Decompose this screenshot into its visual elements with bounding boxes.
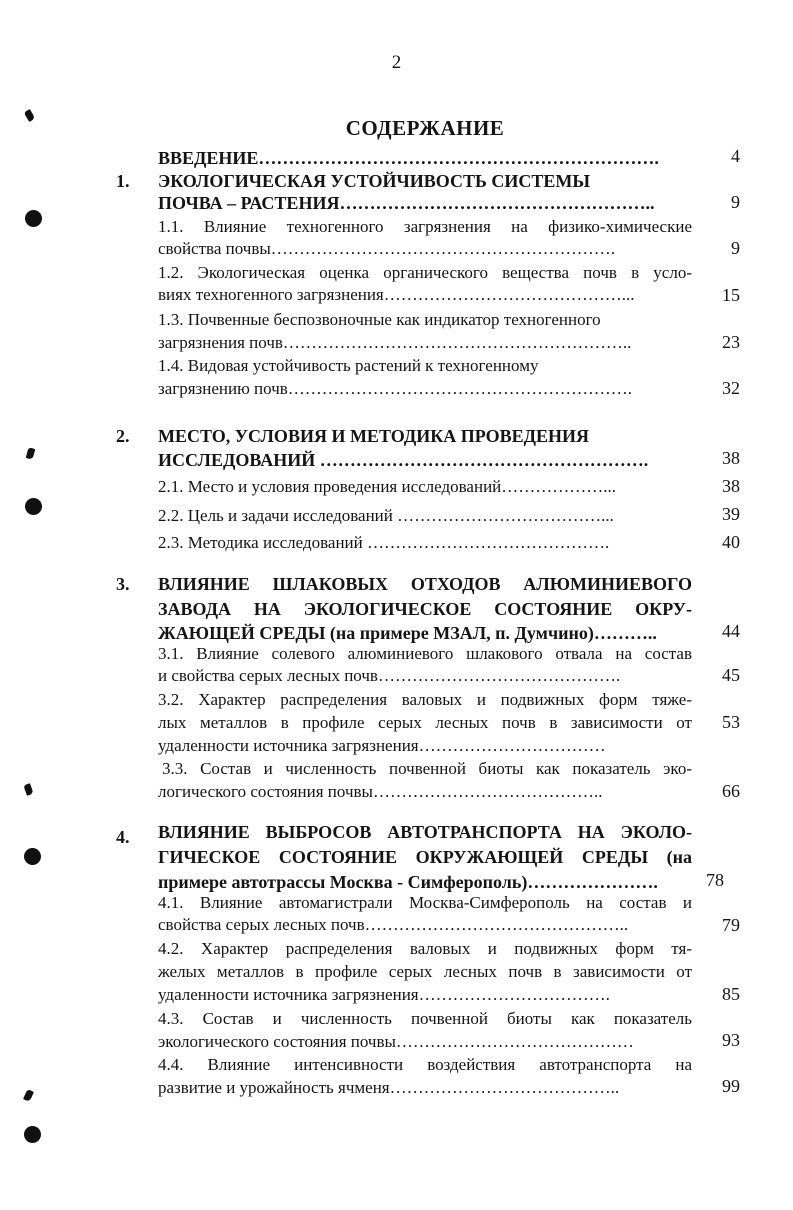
- toc-entry-title: ПОЧВА – РАСТЕНИЯ……………………………………………..: [158, 193, 655, 213]
- toc-entry-title: 1.4. Видовая устойчивость растений к техногенному: [158, 356, 539, 375]
- toc-entry-title: 4.4. Влияние интенсивности воздействия автотранспорта на: [158, 1055, 692, 1074]
- toc-entry-title: желых металлов в профиле серых лесных почв в зависимости от: [158, 962, 692, 981]
- toc-entry-page: 99: [722, 1076, 740, 1096]
- toc-entry-title: загрязнению почв…………………………………………………….: [158, 379, 633, 398]
- binder-hole: [25, 498, 42, 515]
- toc-entry-page: 23: [722, 332, 740, 352]
- page-number: 2: [391, 52, 402, 73]
- toc-chapter-number: 1.: [116, 171, 130, 191]
- toc-entry-page: 32: [722, 378, 740, 398]
- toc-entry-title: 2.3. Методика исследований …………………………………….: [158, 533, 610, 552]
- toc-chapter-number: 3.: [116, 574, 130, 594]
- toc-entry-title: и свойства серых лесных почв…………………………………….: [158, 666, 621, 685]
- margin-mark: [23, 783, 33, 796]
- toc-entry-page: 9: [731, 192, 740, 212]
- toc-entry-page: 39: [722, 504, 740, 524]
- toc-entry-title: 2.2. Цель и задачи исследований ………………………………...: [158, 506, 614, 525]
- toc-entry-page: 66: [722, 781, 740, 801]
- margin-mark: [23, 1089, 34, 1102]
- toc-entry-page: 85: [722, 984, 740, 1004]
- toc-entry-title: развитие и урожайность ячменя…………………………………..: [158, 1078, 620, 1097]
- toc-entry-title: ВЛИЯНИЕ ВЫБРОСОВ АВТОТРАНСПОРТА НА ЭКОЛО-: [158, 822, 692, 842]
- margin-mark: [26, 447, 36, 459]
- toc-entry-title: ВВЕДЕНИЕ………………………………………………………….: [158, 148, 659, 168]
- toc-entry-title: 2.1. Место и условия проведения исследований………………...: [158, 477, 617, 496]
- toc-chapter-number: 2.: [116, 426, 130, 446]
- binder-hole: [25, 210, 42, 227]
- toc-entry-page: 44: [722, 621, 740, 641]
- toc-entry-title: 4.2. Характер распределения валовых и подвижных форм тя-: [158, 939, 692, 958]
- toc-entry-title: виях техногенного загрязнения……………………………………...: [158, 285, 635, 304]
- toc-entry-page: 53: [722, 712, 740, 732]
- toc-entry-title: удаленности источника загрязнения……………………………: [158, 736, 606, 755]
- toc-entry-title: примере автотрассы Москва - Симферополь)………………….: [158, 872, 658, 892]
- toc-entry-page: 40: [722, 532, 740, 552]
- toc-entry-title: ЗАВОДА НА ЭКОЛОГИЧЕСКОЕ СОСТОЯНИЕ ОКРУ-: [158, 599, 692, 619]
- margin-mark: [24, 109, 36, 122]
- toc-entry-title: свойства серых лесных почв………………………………………..: [158, 915, 629, 934]
- toc-chapter-number: 4.: [116, 827, 130, 847]
- toc-entry-title: ИССЛЕДОВАНИЙ ……………………………………………….: [158, 450, 649, 470]
- toc-entry-title: загрязнения почв……………………………………………………..: [158, 333, 632, 352]
- binder-hole: [24, 1126, 41, 1143]
- toc-entry-page: 78: [706, 870, 724, 890]
- toc-entry-title: МЕСТО, УСЛОВИЯ И МЕТОДИКА ПРОВЕДЕНИЯ: [158, 426, 590, 446]
- toc-entry-title: экологического состояния почвы……………………………………: [158, 1032, 634, 1051]
- toc-entry-page: 79: [722, 915, 740, 935]
- toc-entry-page: 4: [731, 146, 740, 166]
- binder-hole: [24, 848, 41, 865]
- toc-entry-title: 3.2. Характер распределения валовых и подвижных форм тяже-: [158, 690, 692, 709]
- toc-entry-title: 1.3. Почвенные беспозвоночные как индикатор техногенного: [158, 310, 601, 329]
- toc-entry-title: 3.3. Состав и численность почвенной биоты как показатель эко-: [162, 759, 692, 778]
- toc-entry-title: 1.1. Влияние техногенного загрязнения на физико-химические: [158, 217, 692, 236]
- toc-entry-title: свойства почвы…………………………………………………….: [158, 239, 616, 258]
- toc-entry-page: 93: [722, 1030, 740, 1050]
- toc-entry-title: удаленности источника загрязнения…………………………….: [158, 985, 610, 1004]
- toc-entry-page: 38: [722, 448, 740, 468]
- toc-entry-title: логического состояния почвы…………………………………..: [158, 782, 603, 801]
- toc-entry-title: ЭКОЛОГИЧЕСКАЯ УСТОЙЧИВОСТЬ СИСТЕМЫ: [158, 171, 591, 191]
- toc-entry-page: 9: [731, 238, 740, 258]
- toc-entry-title: ЖАЮЩЕЙ СРЕДЫ (на примере МЗАЛ, п. Думчино)………..: [158, 623, 657, 643]
- toc-entry-title: 1.2. Экологическая оценка органического вещества почв в усло-: [158, 263, 692, 282]
- toc-entry-title: ГИЧЕСКОЕ СОСТОЯНИЕ ОКРУЖАЮЩЕЙ СРЕДЫ (на: [158, 847, 692, 867]
- toc-entry-title: ВЛИЯНИЕ ШЛАКОВЫХ ОТХОДОВ АЛЮМИНИЕВОГО: [158, 574, 692, 594]
- toc-entry-page: 45: [722, 665, 740, 685]
- toc-entry-title: 4.3. Состав и численность почвенной биоты как показатель: [158, 1009, 692, 1028]
- toc-entry-title: лых металлов в профиле серых лесных почв в зависимости от: [158, 713, 692, 732]
- toc-entry-title: 4.1. Влияние автомагистрали Москва-Симферополь на состав и: [158, 893, 692, 912]
- toc-entry-page: 15: [722, 285, 740, 305]
- toc-entry-title: 3.1. Влияние солевого алюминиевого шлакового отвала на состав: [158, 644, 692, 663]
- toc-heading: СОДЕРЖАНИЕ: [345, 116, 505, 140]
- toc-entry-page: 38: [722, 476, 740, 496]
